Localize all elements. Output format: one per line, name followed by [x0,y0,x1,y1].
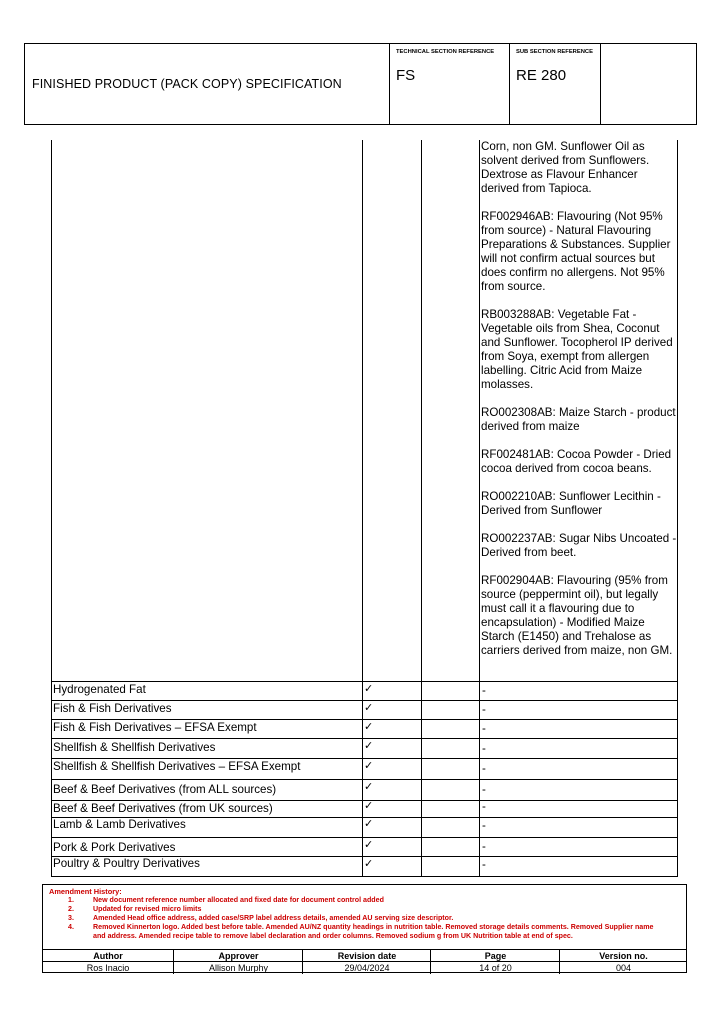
row-value: - [482,819,486,832]
row-value: - [482,703,486,716]
check-icon: ✓ [364,858,374,870]
amendment-text: New document reference number allocated and fixed date for document control added [93,896,384,904]
author-value: Ros Inacio [86,963,130,973]
document-header [24,43,697,125]
amendment-number: 1. [68,896,74,904]
check-icon: ✓ [364,800,374,812]
source-paragraph: RO002210AB: Sunflower Lecithin - Derived from Sunflower [481,490,661,517]
ingredient-sources-text [481,140,678,672]
source-paragraph: RF002481AB: Cocoa Powder - Dried cocoa derived from cocoa beans. [481,448,672,475]
row-value: - [482,742,486,755]
sub-section-value: RE 280 [516,67,567,84]
technical-section-cell [389,44,510,124]
sub-section-cell [509,44,601,124]
page-label: Page [484,951,507,961]
approver-cell [173,950,303,974]
document-footer [42,884,687,973]
row-value: - [482,684,486,697]
check-icon: ✓ [364,760,374,772]
amendment-history-title: Amendment History: [49,887,122,896]
approver-label: Approver [218,951,259,961]
row-label: Pork & Pork Derivatives [53,841,176,854]
document-title: FINISHED PRODUCT (PACK COPY) SPECIFICATION [32,77,342,91]
version-cell [559,950,687,974]
row-label: Fish & Fish Derivatives – EFSA Exempt [53,721,257,734]
table-divider-1 [362,140,363,877]
technical-section-value: FS [396,67,416,84]
author-cell [43,950,173,974]
table-divider-2 [421,140,422,877]
page-value: 14 of 20 [479,963,512,973]
row-value: - [482,722,486,735]
source-paragraph: Corn, non GM. Sunflower Oil as solvent derived from Sunflowers. Dextrose as Flavour Enhancer derived from Tapioca. [481,140,650,195]
source-paragraph: RO002237AB: Sugar Nibs Uncoated - Derived from beet. [481,532,677,559]
source-paragraph: RF002904AB: Flavouring (95% from source (peppermint oil), but legally must call it a flavouring due to encapsulation) - Modified Maize Starch (E1450) and Trehalose as carriers derived from maize, non GM. [481,574,673,657]
sub-section-label: SUB SECTION REFERENCE [516,49,593,55]
revision-date-label: Revision date [337,951,397,961]
version-label: Version no. [599,951,648,961]
technical-section-label: TECHNICAL SECTION REFERENCE [396,49,495,55]
approver-value: Allison Murphy [208,963,269,973]
check-icon: ✓ [364,781,374,793]
row-label: Shellfish & Shellfish Derivatives [53,741,216,754]
row-value: - [482,800,486,813]
table-border-left [51,140,52,877]
row-label: Poultry & Poultry Derivatives [53,857,200,870]
row-value: - [482,840,486,853]
row-line [51,876,678,877]
table-divider-3 [479,140,480,877]
row-value: - [482,783,486,796]
check-icon: ✓ [364,721,374,733]
version-value: 004 [615,963,632,973]
amendment-number: 4. [68,923,74,931]
row-label: Beef & Beef Derivatives (from ALL sources) [53,783,277,796]
header-blank-cell [600,44,698,124]
source-paragraph: RF002946AB: Flavouring (Not 95% from source) - Natural Flavouring Preparations & Substances. Supplier will not confirm actual sources but does confirm no allergens. Not 95% from source. [481,210,671,293]
row-label: Beef & Beef Derivatives (from UK sources) [53,802,273,815]
page-cell [430,950,560,974]
check-icon: ✓ [364,818,374,830]
check-icon: ✓ [364,683,374,695]
check-icon: ✓ [364,740,374,752]
source-paragraph: RO002308AB: Maize Starch - product derived from maize [481,406,676,433]
document-control-table [43,949,686,974]
amendment-number: 3. [68,914,74,922]
author-label: Author [93,951,123,961]
check-icon: ✓ [364,839,374,851]
row-label: Lamb & Lamb Derivatives [53,818,186,831]
source-paragraph: RB003288AB: Vegetable Fat - Vegetable oils from Shea, Coconut and Sunflower. Tocopherol IP derived from Soya, exempt from allergen labelling. Citric Acid from Maize molasses. [481,308,673,391]
row-value: - [482,858,486,871]
row-value: - [482,762,486,775]
row-label: Shellfish & Shellfish Derivatives – EFSA Exempt [53,760,301,773]
revision-date-value: 29/04/2024 [344,963,390,973]
row-label: Hydrogenated Fat [53,683,146,696]
row-label: Fish & Fish Derivatives [53,702,172,715]
check-icon: ✓ [364,702,374,714]
amendment-text: Updated for revised micro limits [93,905,202,913]
amendment-text: Amended Head office address, added case/SRP label address details, amended AU serving size descriptor. [93,914,454,922]
amendment-text: Removed Kinnerton logo. Added best before table. Amended AU/NZ quantity headings in nutrition table. Removed storage details comments. Removed Supplier name and address. Amended recipe table to remove label declaration and order columns. Removed sodium g from UK Nutrition table at end of spec. [93,923,654,940]
amendment-number: 2. [68,905,74,913]
revision-date-cell [302,950,431,974]
